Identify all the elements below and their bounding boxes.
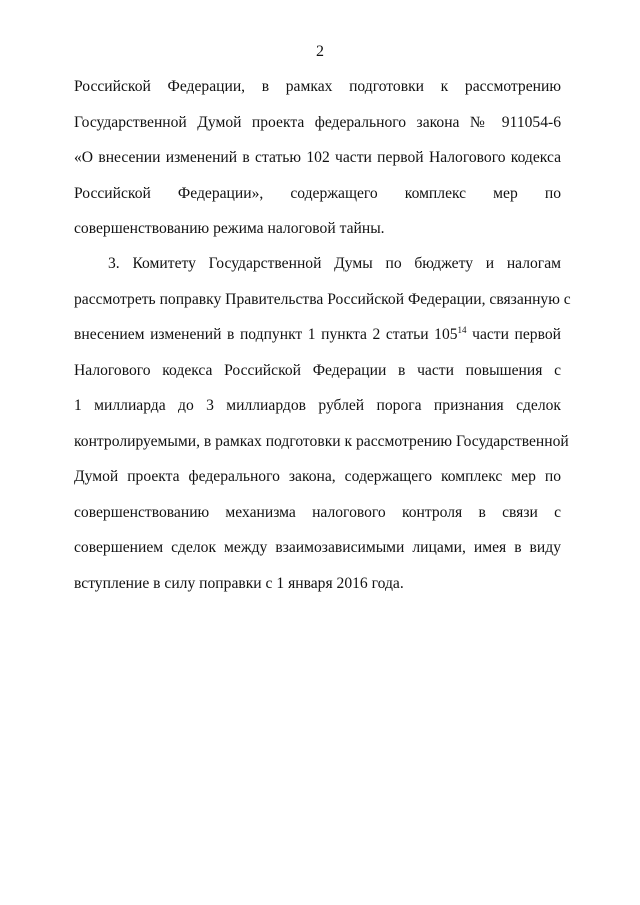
text-line: совершенствованию механизма налогового контроля в связи с bbox=[74, 503, 561, 521]
text-line: совершенствованию режима налоговой тайны. bbox=[74, 220, 385, 237]
text-line-with-superscript bbox=[74, 324, 561, 360]
text-line: совершением сделок между взаимозависимыми лицами, имея в виду bbox=[74, 539, 561, 556]
text-line: рассмотреть поправку Правительства Российской Федерации, связанную с bbox=[74, 290, 571, 308]
page-number: 2 bbox=[316, 43, 324, 60]
text-fragment: части первой bbox=[472, 326, 561, 343]
text-line: вступление в силу поправки с 1 января 2016 года. bbox=[74, 574, 404, 592]
text-line: 3. Комитету Государственной Думы по бюджету и налогам bbox=[108, 255, 561, 272]
paragraph-2 bbox=[74, 253, 571, 608]
text-line: «О внесении изменений в статью 102 части первой Налогового кодекса bbox=[74, 149, 561, 166]
text-line: Налогового кодекса Российской Федерации в части повышения с bbox=[74, 361, 561, 379]
paragraph-1 bbox=[74, 76, 561, 254]
text-line: Российской Федерации», содержащего комплекс мер по bbox=[74, 184, 561, 202]
text-line: Думой проекта федерального закона, содержащего комплекс мер по bbox=[74, 468, 561, 485]
text-line: 1 миллиарда до 3 миллиардов рублей порога признания сделок bbox=[74, 397, 561, 414]
article-superscript: 14 bbox=[457, 325, 467, 335]
text-fragment: внесением изменений в подпункт 1 пункта 2 статьи 105 bbox=[74, 326, 458, 343]
text-line: Российской Федерации, в рамках подготовки к рассмотрению bbox=[74, 78, 561, 95]
text-line: Государственной Думой проекта федерального закона № 911054-6 bbox=[74, 113, 561, 131]
text-line: контролируемыми, в рамках подготовки к рассмотрению Государственной bbox=[74, 432, 569, 450]
